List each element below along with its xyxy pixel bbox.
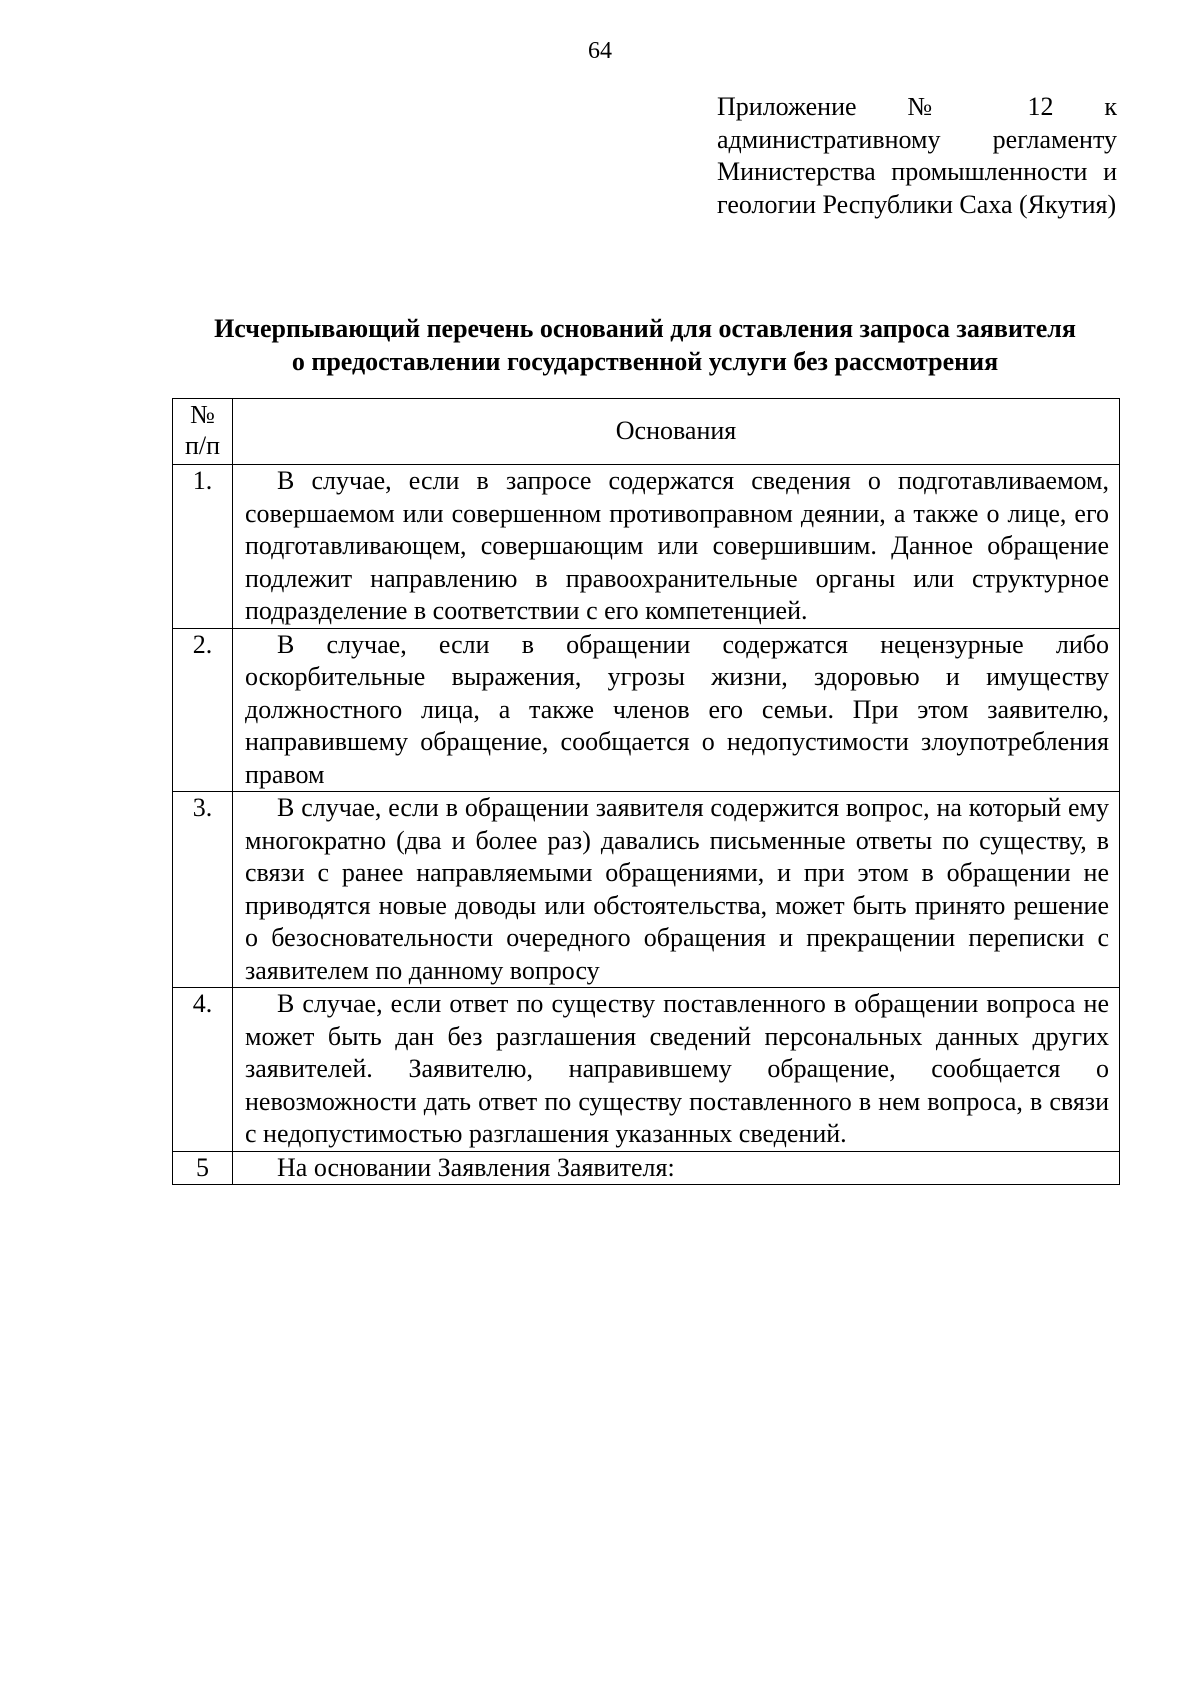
header-number-abbrev: п/п — [184, 431, 221, 460]
document-title-line-2: о предоставлении государственной услуги без рассмотрения — [291, 346, 999, 376]
row-text: На основании Заявления Заявителя: — [233, 1151, 1120, 1185]
header-grounds-column: Основания — [233, 399, 1120, 465]
row-number: 5 — [173, 1151, 233, 1185]
header-number-symbol: № — [190, 400, 215, 429]
document-title-line-1: Исчерпывающий перечень оснований для оставления запроса заявителя — [214, 314, 1076, 343]
row-text: В случае, если ответ по существу поставленного в обращении вопроса не может быть дан без разглашения сведений персональных данных других заявителей. Заявителю, направившему обращение, сообщается о невозможности дать ответ по существу поставленного в нем вопроса, в связи с недопустимостью разглашения указанных сведений. — [233, 988, 1120, 1152]
table-row — [173, 1151, 1120, 1185]
row-number: 3. — [173, 792, 233, 988]
table-row — [173, 628, 1120, 792]
row-text: В случае, если в обращении заявителя содержится вопрос, на который ему многократно (два и более раз) давались письменные ответы по существу, в связи с ранее направляемыми обращениями, и при этом в обращении не приводятся новые доводы или обстоятельства, может быть принято решение о безосновательности очередного обращения и прекращении переписки с заявителем по данному вопросу — [233, 792, 1120, 988]
document-title — [165, 313, 1125, 378]
row-number: 2. — [173, 628, 233, 792]
table-row — [173, 465, 1120, 629]
table-row — [173, 988, 1120, 1152]
row-text: В случае, если в обращении содержатся нецензурные либо оскорбительные выражения, угрозы жизни, здоровью и имуществу должностного лица, а также членов его семьи. При этом заявителю, направившему обращение, сообщается о недопустимости злоупотребления правом — [233, 628, 1120, 792]
row-number: 1. — [173, 465, 233, 629]
table-header-row — [173, 399, 1120, 465]
header-number-column — [173, 399, 233, 465]
grounds-table — [172, 398, 1120, 1185]
row-text: В случае, если в запросе содержатся сведения о подготавливаемом, совершаемом или совершенном противоправном деянии, а также о лице, его подготавливающем, совершающим или совершившим. Данное обращение подлежит направлению в правоохранительные органы или структурное подразделение в соответствии с его компетенцией. — [233, 465, 1120, 629]
page-number: 64 — [588, 38, 612, 64]
row-number: 4. — [173, 988, 233, 1152]
appendix-note: Приложение № 12 к административному регламенту Министерства промышленности и геологии Республики Саха (Якутия) — [717, 92, 1117, 219]
table-row — [173, 792, 1120, 988]
